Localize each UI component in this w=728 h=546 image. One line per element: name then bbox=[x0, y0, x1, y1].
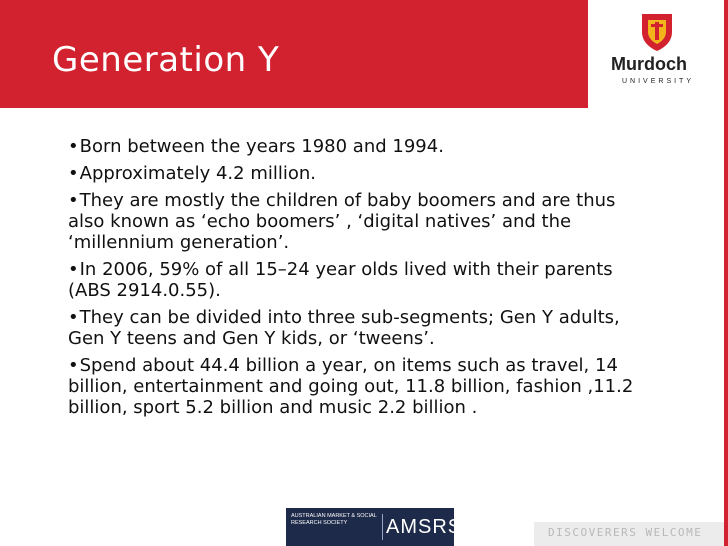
bullet-text: In 2006, 59% of all 15–24 year olds lived with their parents (ABS 2914.0.55). bbox=[68, 259, 613, 301]
amsrs-logo bbox=[286, 508, 463, 546]
bullet-text: They are mostly the children of baby boomers and are thus also known as ‘echo boomers’ , ‘digital natives’ and the ‘millennium generation’. bbox=[68, 190, 616, 253]
bullet-marker: • bbox=[68, 136, 79, 157]
logo-name: Murdoch bbox=[611, 54, 687, 74]
bullet-marker: • bbox=[68, 163, 79, 184]
amsrs-society-name: AUSTRALIAN MARKET & SOCIAL RESEARCH SOCIETY bbox=[291, 513, 377, 526]
bullet-text: Born between the years 1980 and 1994. bbox=[79, 136, 444, 157]
right-edge-strip bbox=[724, 0, 728, 546]
bullet-text: Spend about 44.4 billion a year, on items such as travel, 14 billion, entertainment and going out, 11.8 billion, fashion ,11.2 billion, sport 5.2 billion and music 2.2 billion . bbox=[68, 355, 634, 418]
bullet-item bbox=[68, 307, 648, 349]
bullet-item bbox=[68, 259, 648, 301]
bullet-item bbox=[68, 190, 648, 253]
murdoch-logo bbox=[588, 0, 728, 108]
slide-title: Generation Y bbox=[52, 40, 280, 80]
logo-subtitle: UNIVERSITY bbox=[622, 78, 695, 85]
bullet-item bbox=[68, 355, 648, 418]
crest-icon bbox=[640, 12, 674, 52]
bullet-item bbox=[68, 163, 648, 184]
header-band bbox=[0, 0, 588, 108]
bullet-marker: • bbox=[68, 190, 79, 211]
amsrs-divider bbox=[382, 514, 383, 540]
bullet-item bbox=[68, 136, 648, 157]
bullet-marker: • bbox=[68, 259, 79, 280]
bullet-list bbox=[68, 136, 648, 424]
bullet-marker: • bbox=[68, 307, 79, 328]
amsrs-wordmark: AMSRS bbox=[386, 516, 463, 538]
bullet-text: Approximately 4.2 million. bbox=[79, 163, 317, 184]
tagline-banner bbox=[534, 522, 724, 546]
bullet-text: They can be divided into three sub-segments; Gen Y adults, Gen Y teens and Gen Y kids, or ‘tweens’. bbox=[68, 307, 620, 349]
bullet-marker: • bbox=[68, 355, 79, 376]
tagline-text: DISCOVERERS WELCOME bbox=[548, 526, 703, 539]
